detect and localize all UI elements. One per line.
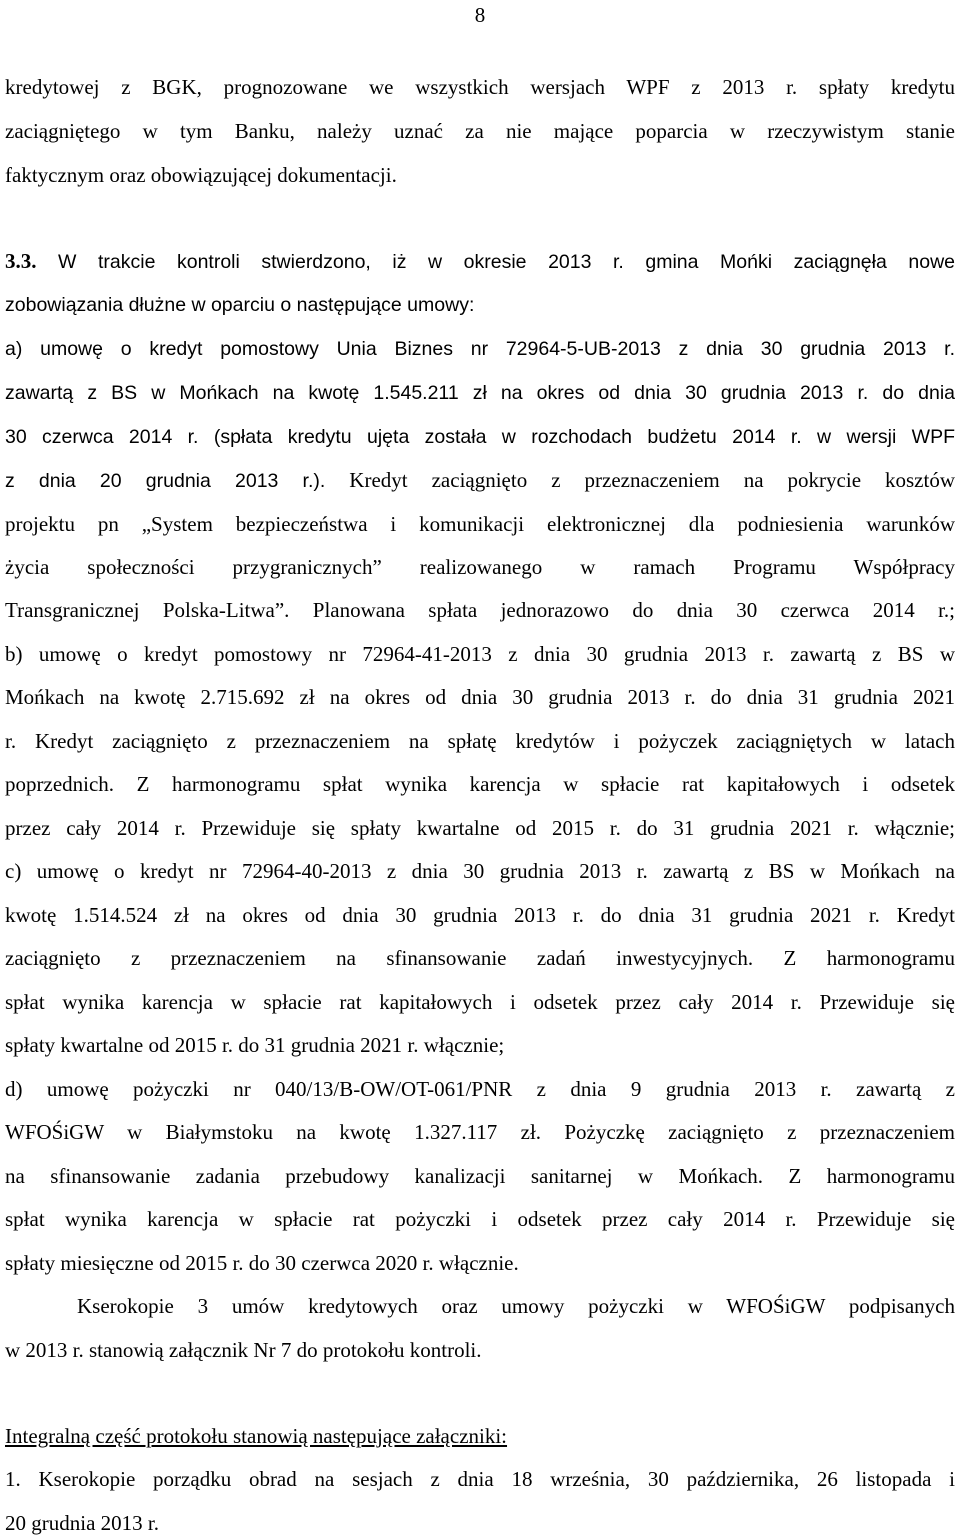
body-line-13: spłaty kwartalne od 2015 r. do 31 grudnia 2021 r. włącznie; xyxy=(5,1033,505,1057)
copies-line-1: Kserokopie 3 umów kredytowych oraz umowy pożyczki w WFOŚiGW podpisanych xyxy=(77,1294,955,1318)
section-3-3-line-6-sans: z dnia 20 grudnia 2013 r.). xyxy=(5,470,326,492)
intro-line-2: zaciągniętego w tym Banku, należy uznać za nie mające poparcia w rzeczywistym stanie xyxy=(5,119,955,143)
body-line-5: Mońkach na kwotę 2.715.692 zł na okres od dnia 30 grudnia 2013 r. do dnia 31 grudnia 2021 xyxy=(5,685,955,709)
body-line-7: poprzednich. Z harmonogramu spłat wynika karencja w spłacie rat kapitałowych i odsetek xyxy=(5,772,955,796)
section-3-3-line-6 xyxy=(5,467,955,494)
attachment-item-1-line-2: 20 grudnia 2013 r. xyxy=(5,1511,159,1535)
body-line-12: spłat wynika karencja w spłacie rat kapitałowych i odsetek przez cały 2014 r. Przewiduje się xyxy=(5,990,955,1014)
page-number: 8 xyxy=(474,3,486,27)
section-3-3-line-1-text: W trakcie kontroli stwierdzono, iż w okresie 2013 r. gmina Mońki zaciągnęła nowe xyxy=(58,251,955,273)
body-line-1: projektu pn „System bezpieczeństwa i komunikacji elektronicznej dla podniesienia warunków xyxy=(5,512,955,536)
body-line-9: c) umowę o kredyt nr 72964-40-2013 z dnia 30 grudnia 2013 r. zawartą z BS w Mońkach na xyxy=(5,859,955,883)
attachment-item-1-line-1: 1. Kserokopie porządku obrad na sesjach z dnia 18 września, 30 października, 26 listopada i xyxy=(5,1467,955,1491)
section-3-3-line-5: 30 czerwca 2014 r. (spłata kredytu ujęta została w rozchodach budżetu 2014 r. w wersji WPF xyxy=(5,426,955,448)
copies-line-2: w 2013 r. stanowią załącznik Nr 7 do protokołu kontroli. xyxy=(5,1338,482,1362)
intro-line-1: kredytowej z BGK, prognozowane we wszystkich wersjach WPF z 2013 r. spłaty kredytu xyxy=(5,75,955,99)
section-3-3-line-2: zobowiązania dłużne w oparciu o następujące umowy: xyxy=(5,294,475,316)
body-line-15: WFOŚiGW w Białymstoku na kwotę 1.327.117 zł. Pożyczkę zaciągnięto z przeznaczeniem xyxy=(5,1120,955,1144)
section-3-3-line-6-serif: Kredyt zaciągnięto z przeznaczeniem na pokrycie kosztów xyxy=(349,468,956,492)
section-3-3-line-4: zawartą z BS w Mońkach na kwotę 1.545.211 zł na okres od dnia 30 grudnia 2013 r. do dnia xyxy=(5,382,955,404)
body-line-10: kwotę 1.514.524 zł na okres od dnia 30 grudnia 2013 r. do dnia 31 grudnia 2021 r. Kredyt xyxy=(5,903,955,927)
body-line-11: zaciągnięto z przeznaczeniem na sfinansowanie zadań inwestycyjnych. Z harmonogramu xyxy=(5,946,955,970)
attachments-heading: Integralną część protokołu stanowią następujące załączniki: xyxy=(5,1424,508,1448)
section-number: 3.3. xyxy=(5,249,37,273)
section-3-3-line-1 xyxy=(5,248,955,275)
body-line-6: r. Kredyt zaciągnięto z przeznaczeniem na spłatę kredytów i pożyczek zaciągniętych w latach xyxy=(5,729,955,753)
intro-line-3: faktycznym oraz obowiązującej dokumentacji. xyxy=(5,163,397,187)
body-line-16: na sfinansowanie zadania przebudowy kanalizacji sanitarnej w Mońkach. Z harmonogramu xyxy=(5,1164,955,1188)
section-3-3-line-3: a) umowę o kredyt pomostowy Unia Biznes nr 72964-5-UB-2013 z dnia 30 grudnia 2013 r. xyxy=(5,338,955,360)
body-line-4: b) umowę o kredyt pomostowy nr 72964-41-2013 z dnia 30 grudnia 2013 r. zawartą z BS w xyxy=(5,642,955,666)
body-line-2: życia społeczności przygranicznych” realizowanego w ramach Programu Współpracy xyxy=(5,555,955,579)
body-line-14: d) umowę pożyczki nr 040/13/B-OW/OT-061/PNR z dnia 9 grudnia 2013 r. zawartą z xyxy=(5,1077,955,1101)
body-line-17: spłat wynika karencja w spłacie rat pożyczki i odsetek przez cały 2014 r. Przewiduje się xyxy=(5,1207,955,1231)
body-line-8: przez cały 2014 r. Przewiduje się spłaty kwartalne od 2015 r. do 31 grudnia 2021 r. włącznie; xyxy=(5,816,955,840)
body-line-18: spłaty miesięczne od 2015 r. do 30 czerwca 2020 r. włącznie. xyxy=(5,1251,519,1275)
body-line-3: Transgranicznej Polska-Litwa”. Planowana spłata jednorazowo do dnia 30 czerwca 2014 r.; xyxy=(5,598,955,622)
